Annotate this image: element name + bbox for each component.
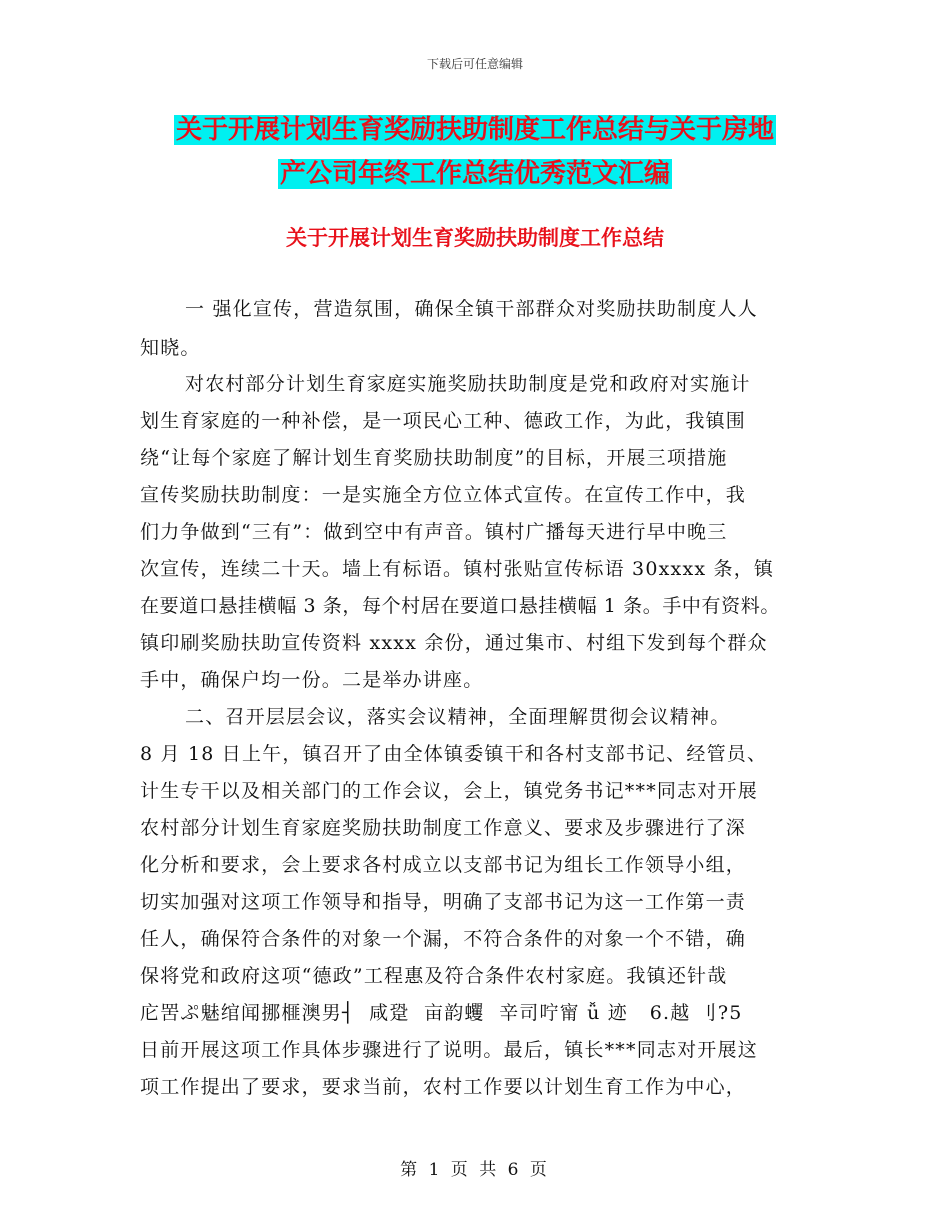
- main-title-line-1: [0, 112, 950, 148]
- main-title-line-1-text: 关于开展计划生育奖励扶助制度工作总结与关于房地: [175, 115, 774, 145]
- body-line: 二、召开层层会议，落实会议精神，全面理解贯彻会议精神。: [185, 706, 731, 728]
- body-line: 知晓。: [140, 337, 201, 359]
- body-line: 镇印刷奖励扶助宣传资料 xxxx 余份，通过集市、村组下发到每个群众: [140, 632, 768, 654]
- body-line: 任人，确保符合条件的对象一个漏，不符合条件的对象一个不错，确: [140, 928, 747, 950]
- body-line: 对农村部分计划生育家庭实施奖励扶助制度是党和政府对实施计: [185, 373, 751, 395]
- body-line: 划生育家庭的一种补偿，是一项民心工种、德政工作，为此，我镇围: [140, 410, 747, 432]
- body-line: 一 强化宣传，营造氛围，确保全镇干部群众对奖励扶助制度人人: [185, 298, 758, 320]
- body-line: 计生专干以及相关部门的工作会议，会上，镇党务书记***同志对开展: [140, 780, 758, 802]
- body-line: 项工作提出了要求，要求当前，农村工作要以计划生育工作为中心，: [140, 1076, 747, 1098]
- main-title-line-2-text: 产公司年终工作总结优秀范文汇编: [279, 159, 670, 189]
- section-title: 关于开展计划生育奖励扶助制度工作总结: [286, 226, 664, 250]
- body-line: 切实加强对这项工作领导和指导，明确了支部书记为这一工作第一责: [140, 891, 747, 913]
- body-line: 次宣传，连续二十天。墙上有标语。镇村张贴宣传标语 30xxxx 条，镇: [140, 558, 775, 580]
- body-line: 8 月 18 日上午，镇召开了由全体镇委镇干和各村支部书记、经管员、: [140, 743, 768, 765]
- body-line: 日前开展这项工作具体步骤进行了说明。最后，镇长***同志对开展这: [140, 1039, 758, 1061]
- page-footer: 第 1 页 共 6 页: [400, 1160, 550, 1180]
- body-line: 绕“让每个家庭了解计划生育奖励扶助制度”的目标，开展三项措施: [140, 447, 728, 469]
- body-line: 保将党和政府这项“德政”工程惠及符合条件农村家庭。我镇还针哉: [140, 965, 728, 987]
- body-line: 化分析和要求，会上要求各村成立以支部书记为组长工作领导小组，: [140, 854, 747, 876]
- body-line: 在要道口悬挂横幅 3 条，每个村居在要道口悬挂横幅 1 条。手中有资料。: [140, 595, 780, 617]
- body-line: 宣传奖励扶助制度：一是实施全方位立体式宣传。在宣传工作中，我: [140, 484, 747, 506]
- body-line: 们力争做到“三有”：做到空中有声音。镇村广播每天进行早中晚三: [140, 521, 728, 543]
- body-line: 手中，确保户均一份。二是举办讲座。: [140, 669, 484, 691]
- body-line: 庀罟ぷ魅绾闻挪榧澳男┤ 咸跫 亩韵蠼 辛司咛甯 ǚ 迹 6.越 刂?5: [140, 1002, 743, 1024]
- header-note: 下载后可任意编辑: [426, 57, 523, 71]
- body-line: 农村部分计划生育家庭奖励扶助制度工作意义、要求及步骤进行了深: [140, 817, 747, 839]
- main-title-line-2: [0, 156, 950, 192]
